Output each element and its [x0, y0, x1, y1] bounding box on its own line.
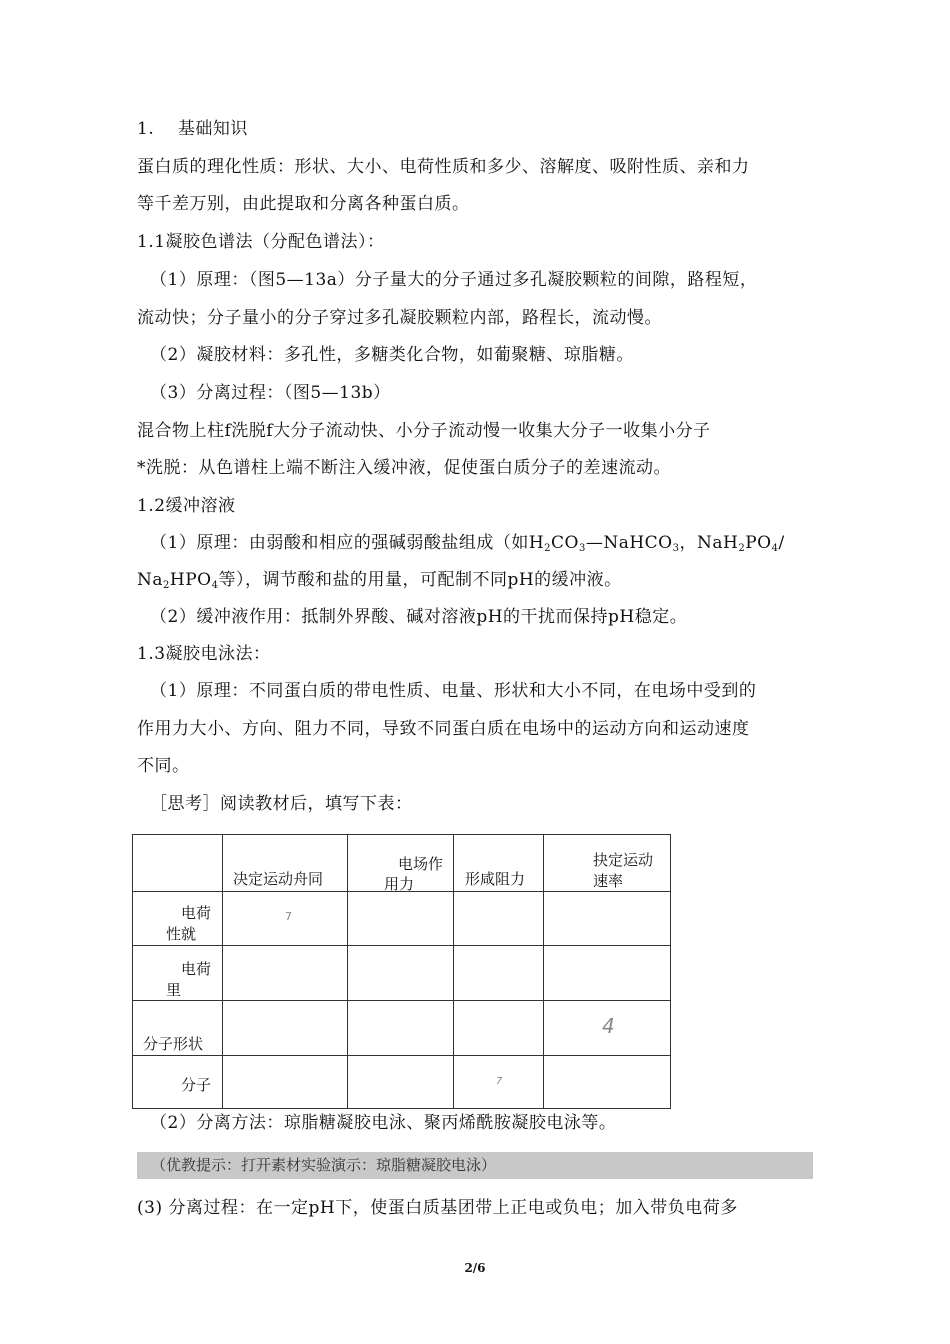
elution-note: *洗脱：从色谱柱上端不断注入缓冲液，促使蛋白质分子的差速流动。: [137, 458, 671, 478]
table-cell[interactable]: [348, 946, 454, 1001]
intro-line-1: 蛋白质的理化性质：形状、大小、电荷性质和多少、溶解度、吸附性质、亲和力: [137, 157, 750, 177]
electro-principle-line-3: 不同。: [137, 756, 190, 776]
table-cell[interactable]: [544, 946, 671, 1001]
intro-line-2: 等千差万别，由此提取和分离各种蛋白质。: [137, 194, 470, 214]
table-cell[interactable]: [223, 1056, 348, 1109]
table-row: [133, 1056, 671, 1109]
table-cell[interactable]: 7: [454, 1056, 544, 1109]
buffer-heading: 1.2缓冲溶液: [137, 496, 236, 516]
buffer-principle-line-1: （1）原理：由弱酸和相应的强碱弱酸盐组成（如$H_2CO_3—NaHCO_3$，$NaH_2PO_4/$: [150, 533, 785, 554]
buffer-function: （2）缓冲液作用：抵制外界酸、碱对溶液pH的干扰而保持pH稳定。: [150, 607, 688, 627]
table-cell[interactable]: [348, 892, 454, 946]
table-corner-cell: [133, 835, 223, 892]
think-prompt: ［思考］阅读教材后，填写下表：: [150, 794, 413, 814]
table-header-cell: 形咸阻力: [454, 835, 544, 892]
table-header-row: [133, 835, 671, 892]
electro-principle-line-1: （1）原理：不同蛋白质的带电性质、电量、形状和大小不同，在电场中受到的: [150, 681, 757, 701]
buffer-principle-line-2: $Na_2HPO_4$等），调节酸和盐的用量，可配制不同pH的缓冲液。: [137, 570, 622, 591]
table-cell[interactable]: [454, 892, 544, 946]
section-title: 基础知识: [177, 119, 248, 139]
table-header-cell: 决定运动舟同: [223, 835, 348, 892]
gel-process-flow: 混合物上柱f洗脱f大分子流动快、小分子流动慢一收集大分子一收集小分子: [137, 421, 711, 441]
gel-material: （2）凝胶材料：多孔性，多糖类化合物，如葡聚糖、琼脂糖。: [150, 345, 634, 365]
electro-principle-line-2: 作用力大小、方向、阻力不同，导致不同蛋白质在电场中的运动方向和运动速度: [137, 719, 750, 739]
teaching-hint-bar[interactable]: [137, 1152, 813, 1179]
separation-method: （2）分离方法：琼脂糖凝胶电泳、聚丙烯酰胺凝胶电泳等。: [150, 1113, 617, 1133]
table-cell[interactable]: [544, 1056, 671, 1109]
table-row-label: 分子形状: [133, 1001, 223, 1056]
gel-principle-line-1: （1）原理：（图5—13a）分子量大的分子通过多孔凝胶颗粒的间隙，路程短，: [150, 270, 758, 290]
table-row-label: 分子: [133, 1056, 223, 1109]
table-row: [133, 1001, 671, 1056]
table-row: [133, 892, 671, 946]
table-cell[interactable]: 7: [223, 892, 348, 946]
table-header-cell: 电场作 用力: [348, 835, 454, 892]
section-heading: [137, 117, 248, 141]
separation-process: (3) 分离过程：在一定pH下，使蛋白质基团带上正电或负电；加入带负电荷多: [137, 1198, 738, 1218]
teaching-hint-text: （优教提示：打开素材实验演示：琼脂糖凝胶电泳）: [151, 1156, 497, 1174]
page-number: 2/6: [464, 1261, 486, 1275]
electrophoresis-heading: 1.3凝胶电泳法：: [137, 644, 271, 664]
table-header-cell: 抉定运动 速率: [544, 835, 671, 892]
gel-process: （3）分离过程：（图5—13b）: [150, 383, 391, 403]
table-cell[interactable]: [348, 1056, 454, 1109]
table-row-label: 电荷 性就: [133, 892, 223, 946]
table-cell[interactable]: [544, 892, 671, 946]
gel-chromatography-heading: 1.1凝胶色谱法（分配色谱法）：: [137, 232, 385, 252]
table-row-label: 电荷 里: [133, 946, 223, 1001]
gel-principle-line-2: 流动快；分子量小的分子穿过多孔凝胶颗粒内部，路程长，流动慢。: [137, 308, 662, 328]
table-row: [133, 946, 671, 1001]
section-number: 1.: [137, 119, 155, 139]
table-cell[interactable]: [223, 1001, 348, 1056]
table-cell[interactable]: [454, 946, 544, 1001]
table-cell[interactable]: [454, 1001, 544, 1056]
table-cell[interactable]: [348, 1001, 454, 1056]
fill-in-table: [132, 834, 671, 1109]
table-cell[interactable]: [223, 946, 348, 1001]
table-cell[interactable]: 4: [544, 1001, 671, 1056]
